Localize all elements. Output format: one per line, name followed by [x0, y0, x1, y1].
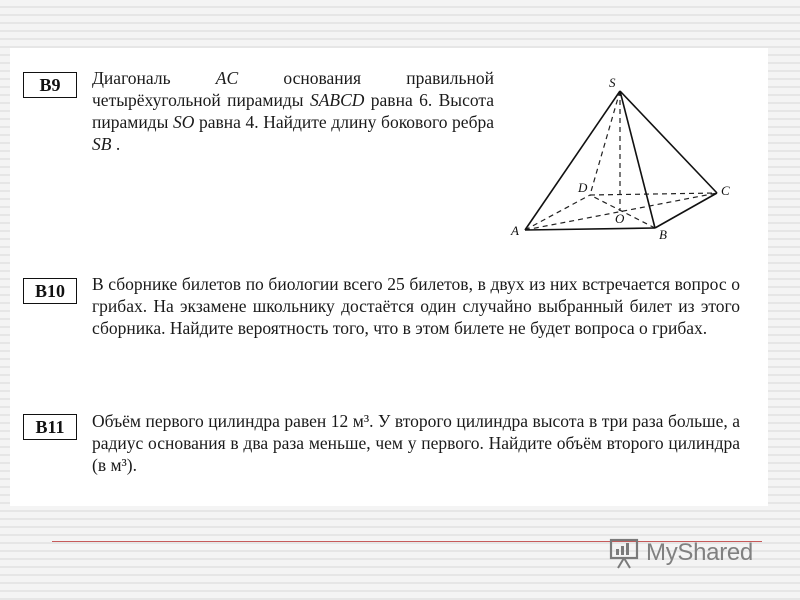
math-ac: AC	[215, 68, 239, 88]
edge-bc	[655, 193, 717, 228]
text-part: равна 4. Найдите длину бокового ребра	[194, 112, 494, 132]
logo-text: MyShared	[646, 539, 753, 566]
edge-sb	[620, 91, 655, 228]
pyramid-figure	[505, 73, 745, 243]
vertex-label-c: C	[721, 183, 730, 198]
math-sb: SB	[92, 134, 112, 154]
edge-sc	[620, 91, 717, 193]
task-b11-label: B11	[23, 414, 77, 440]
edge-sa	[525, 91, 620, 230]
task-b11-text: Объём первого цилиндра равен 12 м³. У второго цилиндра высота в три раза больше, а радиус основания в два раза меньше, чем у первого. Найдите объём второго цилиндра (в м³).	[92, 411, 740, 475]
edge-dc	[590, 193, 717, 195]
vertex-label-d: D	[578, 180, 588, 195]
text-part: основания правильной четырёхугольной пирамиды	[92, 68, 494, 110]
task-b9-text	[92, 67, 494, 155]
slide	[10, 48, 768, 506]
vertex-label-b: B	[659, 227, 667, 242]
vertex-label-s: S	[609, 75, 616, 90]
task-b10-text: В сборнике билетов по биологии всего 25 билетов, в двух из них встречается вопрос о грибах. На экзамене школьнику достаётся один случайно выбранный билет из этого сборника. Найдите вероятность того, что в этом билете не будет вопроса о грибах.	[92, 274, 740, 338]
edge-sd	[590, 91, 620, 195]
text-part: .	[111, 134, 121, 154]
math-so: SO	[172, 112, 195, 132]
task-b9-label: B9	[23, 72, 77, 98]
text-part: Диагональ	[92, 68, 216, 88]
vertex-label-a: A	[511, 223, 519, 238]
math-sabcd: SABCD	[309, 90, 365, 110]
text-part: равна 6. Высота пирамиды	[92, 90, 494, 132]
edge-ab	[525, 228, 655, 230]
vertex-label-o: O	[615, 211, 625, 226]
myshared-logo[interactable]	[608, 536, 753, 570]
task-b10-label: B10	[23, 278, 77, 304]
edge-ad	[525, 195, 590, 230]
presentation-board-icon	[608, 536, 642, 570]
